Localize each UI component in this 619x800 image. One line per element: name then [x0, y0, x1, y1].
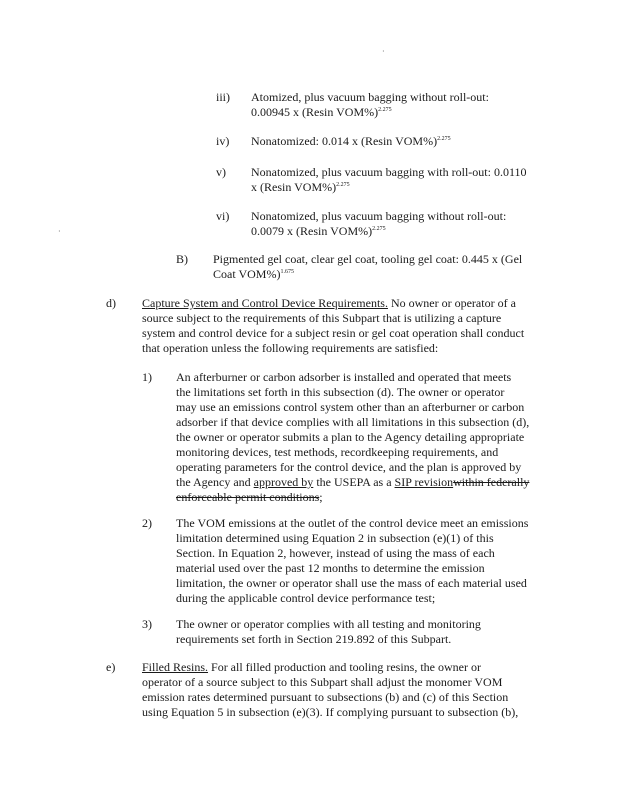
section-label: e) [106, 660, 116, 674]
item-label: 2) [142, 516, 152, 530]
formula-number: iv) [216, 134, 230, 148]
item-text: The owner or operator complies with all testing and monitoring requirements set forth in Section 219.892 of this Subpart. [176, 617, 481, 646]
formula-number: vi) [216, 209, 230, 223]
inserted-text: SIP revision [394, 475, 454, 489]
formula-number: iii) [216, 90, 230, 104]
formula-text: Nonatomized, plus vacuum bagging without roll-out: 0.0079 x (Resin VOM%)$^{2.275}$ [251, 209, 507, 238]
item-text: The VOM emissions at the outlet of the control device meet an emissions limitation determined using Equation 2 in subsection (e)(1) of this Section. In Equation 2, however, instead of using the mass of each material used over the past 12 months to determine the emission limitation, the owner or operator shall use the mass of each material used during the applicable control device performance test; [176, 516, 529, 605]
section-text: Capture System and Control Device Requirements. No owner or operator of a source subject to the requirements of this Subpart that is utilizing a capture system and control device for a subject resin or gel coat operation shall conduct that operation unless the following requirements are satisfied: [142, 296, 525, 355]
item-text: Pigmented gel coat, clear gel coat, tooling gel coat: 0.445 x (Gel Coat VOM%)$^{1.675}$ [213, 252, 523, 281]
exponent: 2.275 [378, 107, 392, 113]
exponent: 2.275 [336, 182, 350, 188]
section-text: Filled Resins. For all filled production and tooling resins, the owner or operator of a source subject to this Subpart shall adjust the monomer VOM emission rates determined pursuant to subsections (b) and (c) of this Section using Equation 5 in subsection (e)(3). If complying pursuant to subsection (b), [142, 660, 519, 719]
formula-number: v) [216, 165, 226, 179]
formula-text: Nonatomized, plus vacuum bagging with roll-out: 0.0110 x (Resin VOM%)$^{2.275}$ [251, 165, 527, 194]
exponent: 1.675 [280, 269, 294, 275]
inserted-text: approved by [253, 475, 314, 489]
item-label: 1) [142, 370, 152, 384]
page-mark-left: · [58, 227, 61, 236]
formula-text: Atomized, plus vacuum bagging without roll-out: 0.00945 x (Resin VOM%)$^{2.275}$ [251, 90, 489, 119]
item-text: An afterburner or carbon adsorber is installed and operated that meets the limitations set forth in this subsection (d). The owner or operator may use an emissions control system other than an afterburner or carbon adsorber if that device complies with all limitations in this subsection (d), the owner or operator submits a plan to the Agency detailing appropriate monitoring devices, test methods, recordkeeping requirements, and operating parameters for the control device, and the plan is approved by the Agency and approved by the USEPA as a SIP revisionwithin federally enforceable permit conditions; [176, 370, 530, 504]
item-label: B) [176, 252, 188, 266]
page-mark-top: · [382, 47, 385, 56]
section-label: d) [106, 296, 116, 310]
deleted-text: enforceable permit conditions [176, 490, 320, 504]
section-heading: Capture System and Control Device Requirements. [142, 296, 388, 310]
exponent: 2.275 [437, 136, 451, 142]
item-label: 3) [142, 617, 152, 631]
exponent: 2.275 [372, 226, 386, 232]
deleted-text: within federally [453, 475, 530, 489]
formula-text: Nonatomized: 0.014 x (Resin VOM%)$^{2.275}$ [251, 134, 451, 148]
section-heading: Filled Resins. [142, 660, 209, 674]
